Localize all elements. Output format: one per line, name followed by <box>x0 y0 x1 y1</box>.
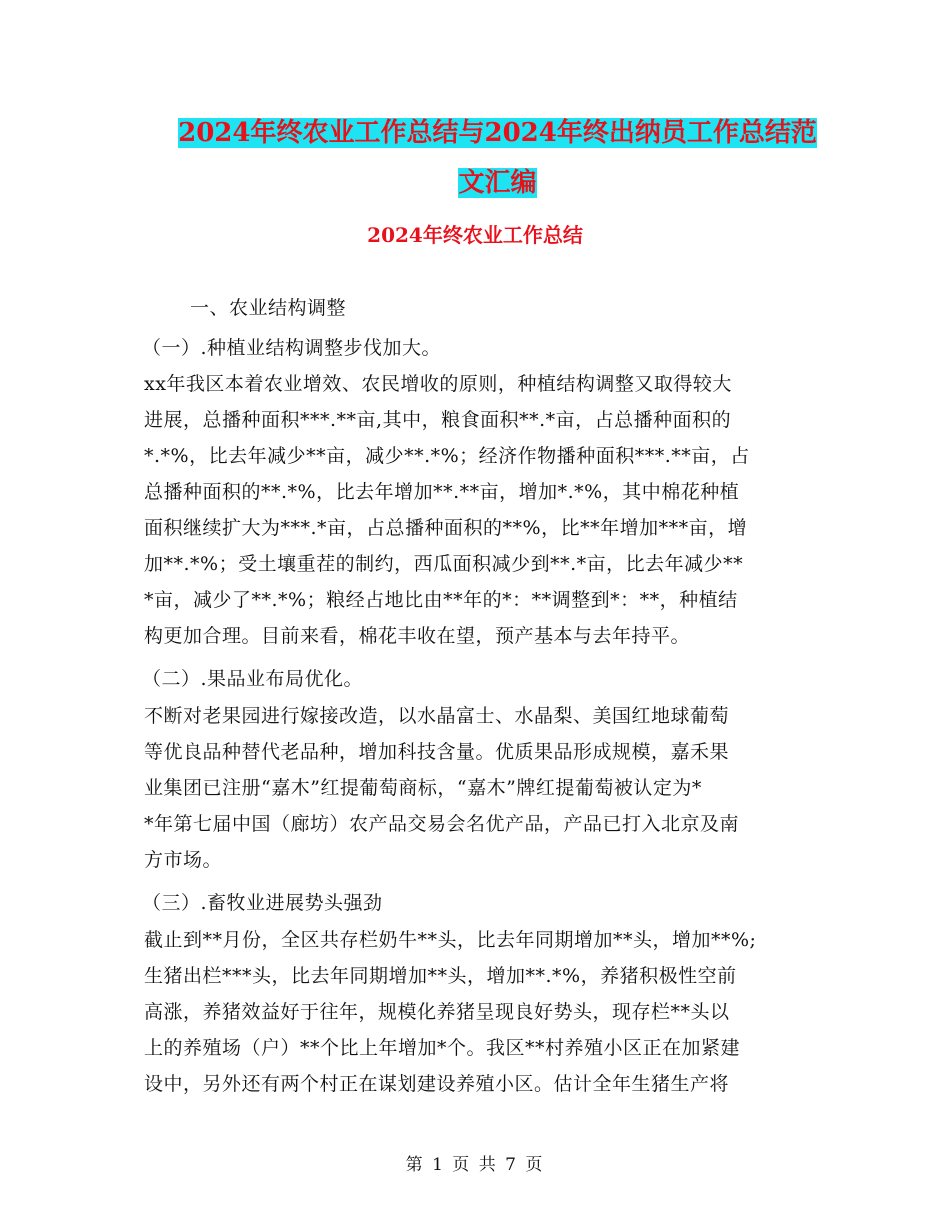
heading-agriculture-structure: 一、农业结构调整 <box>190 297 347 319</box>
subheading-planting: （一）.种植业结构调整步伐加大。 <box>142 337 442 359</box>
paragraph-line: 等优良品种替代老品种，增加科技含量。优质果品形成规模，嘉禾果 <box>144 741 730 763</box>
paragraph-line: 上的养殖场（户）**个比上年增加*个。我区**村养殖小区正在加紧建 <box>144 1037 741 1059</box>
document-title-line-1: 2024年终农业工作总结与2024年终出纳员工作总结范 <box>178 118 817 148</box>
paragraph-line: 业集团已注册“嘉木”红提葡萄商标，“嘉木”牌红提葡萄被认定为* <box>144 777 702 799</box>
paragraph-line: *.*%，比去年减少**亩，减少**.*%；经济作物播种面积***.**亩，占 <box>144 445 750 467</box>
paragraph-line: 面积继续扩大为***.*亩，占总播种面积的**%，比**年增加***亩，增 <box>144 517 748 539</box>
paragraph-line: xx年我区本着农业增效、农民增收的原则，种植结构调整又取得较大 <box>144 373 732 395</box>
document-title-line-2: 文汇编 <box>458 168 537 198</box>
paragraph-line: 不断对老果园进行嫁接改造，以水晶富士、水晶梨、美国红地球葡萄 <box>144 705 730 727</box>
paragraph-line: 截止到**月份，全区共存栏奶牛**头，比去年同期增加**头，增加**%; <box>144 929 757 951</box>
subheading-fruit: （二）.果品业布局优化。 <box>142 668 364 690</box>
paragraph-line: 加**.*%；受土壤重茬的制约，西瓜面积减少到**.*亩，比去年减少** <box>144 553 744 575</box>
paragraph-line: 设中，另外还有两个村正在谋划建设养殖小区。估计全年生猪生产将 <box>144 1073 730 1095</box>
document-title <box>140 108 855 208</box>
paragraph-line: 方市场。 <box>144 849 223 871</box>
section-title: 2024年终农业工作总结 <box>367 223 583 247</box>
paragraph-line: 总播种面积的**.*%，比去年增加**.**亩，增加*.*%，其中棉花种植 <box>144 481 740 503</box>
paragraph-line: *年第七届中国（廊坊）农产品交易会名优产品，产品已打入北京及南 <box>144 813 740 835</box>
paragraph-line: 生猪出栏***头，比去年同期增加**头，增加**.*%，养猪积极性空前 <box>144 965 737 987</box>
page-number-footer: 第 1 页 共 7 页 <box>405 1155 545 1175</box>
subheading-livestock: （三）.畜牧业进展势头强劲 <box>142 892 383 914</box>
paragraph-line: 高涨，养猪效益好于往年，规模化养猪呈现良好势头，现存栏**头以 <box>144 1001 730 1023</box>
paragraph-line: 构更加合理。目前来看，棉花丰收在望，预产基本与去年持平。 <box>144 625 691 647</box>
paragraph-line: 进展，总播种面积***.**亩,其中，粮食面积**.*亩，占总播种面积的 <box>144 409 732 431</box>
paragraph-line: *亩，减少了**.*%；粮经占地比由**年的*：**调整到*：**，种植结 <box>144 589 738 611</box>
